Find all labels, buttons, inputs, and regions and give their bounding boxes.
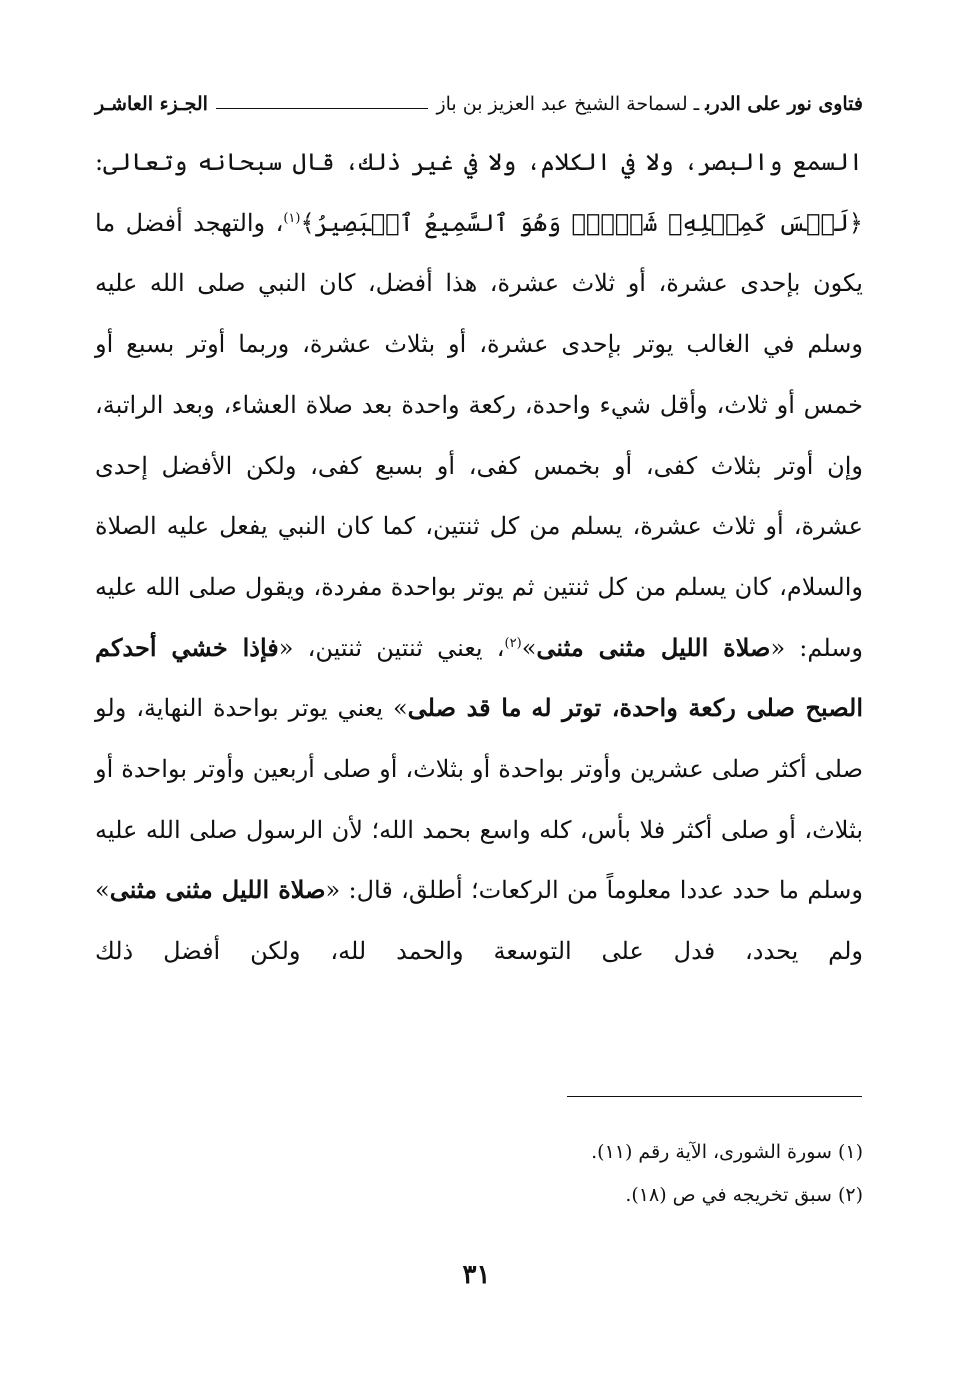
footnote-separator [567,1096,862,1097]
hadith-quote-2: فإذا خشي أحدكم الصبح صلى ركعة واحدة، توتر له [95,632,863,723]
text-line-5: أو خمس أو ثلاث، وأقل شيء واحدة، ركعة واحدة بعد صلاة العشاء، [95,330,863,419]
body-text [95,132,863,982]
hadith-quote-2-end: ما قد صلى [407,693,522,723]
footnote-ref-1: (١) [283,210,301,226]
text-line-6: وبعد الراتبة، وإن أوتر بثلاث كفى، أو بخمس كفى، أو بسبع كفى، [95,390,863,480]
comma: ، [496,633,505,662]
footnote-ref-2: (٢) [504,635,522,651]
footnote-1 [400,1131,863,1174]
quote-close-1: » [521,633,537,662]
text-line-11: » يعني يوتر بواحدة النهاية، ولو صلى أكثر صلى عشرين [95,694,863,784]
footnote-text: سورة الشورى، الآية رقم (١١). [591,1141,832,1163]
text-line-8: كان النبي يفعل عليه الصلاة والسلام، كان يسلم من كل ثنتين ثم يوتر [95,512,864,601]
series-title: فتاوى نور على الدرب [705,93,863,115]
text-line-12: وأوتر بواحدة أو بثلاث، أو صلى أربعين وأوتر بواحدة أو بثلاث، أو [95,755,863,844]
footnote-number: (١) [837,1141,863,1163]
text-line-7: ولكن الأفضل إحدى عشرة، أو ثلاث عشرة، يسلم من كل ثنتين، كما [95,451,863,541]
text-line-15: » ولم يحدد، فدل على التوسعة والحمد لله، ولكن أفضل ذلك [95,876,863,966]
text-line-2: ، والتهجد أفضل ما يكون [95,208,863,298]
quran-verse: ﴿لَيۡسَ كَمِثۡلِهِۦ شَيۡءٞۖ وَهُوَ ٱلسَّمِيعُ ٱلۡبَصِيرُ﴾ [300,208,863,237]
text-line-14: وسلم ما حدد عددا معلوماً من الركعات؛ أطلق، قال: « [325,876,863,905]
hadith-quote-1: صلاة الليل مثنى مثنى [536,632,771,662]
footnote-text: سبق تخريجه في ص (١٨). [625,1184,832,1206]
text-line-4: وسلم في الغالب يوتر بإحدى عشرة، أو بثلاث عشرة، وربما أوتر بسبع [126,330,863,359]
header-rule [216,108,429,109]
text-line-3: بإحدى عشرة، أو ثلاث عشرة، هذا أفضل، كان النبي صلى الله عليه [95,269,801,298]
footnote-number: (٢) [837,1184,863,1206]
page [95,88,863,982]
text-line-9: بواحدة مفردة، ويقول صلى الله عليه وسلم: « [95,572,864,662]
page-number: ٣١ [462,1260,491,1290]
hadith-quote-3: صلاة الليل مثنى [165,875,326,905]
footnote-2 [400,1174,863,1217]
volume-label: الجـزء العاشـر [95,93,208,115]
text-line-10: يعني ثنتين ثنتين، « [278,633,483,662]
footnotes [400,1131,863,1217]
author-byline: ـ لسماحة الشيخ عبد العزيز بن باز [436,93,700,115]
hadith-quote-3-end: مثنى [109,875,158,905]
text-line-13: صلى أكثر فلا بأس، كله واسع بحمد الله؛ لأن الرسول صلى الله عليه [95,815,770,844]
running-header [95,88,863,118]
text-line-1: السمع والبصر، ولا في الكلام، ولا في غير ذلك، قال سبحانه وتعالى: [95,148,863,176]
